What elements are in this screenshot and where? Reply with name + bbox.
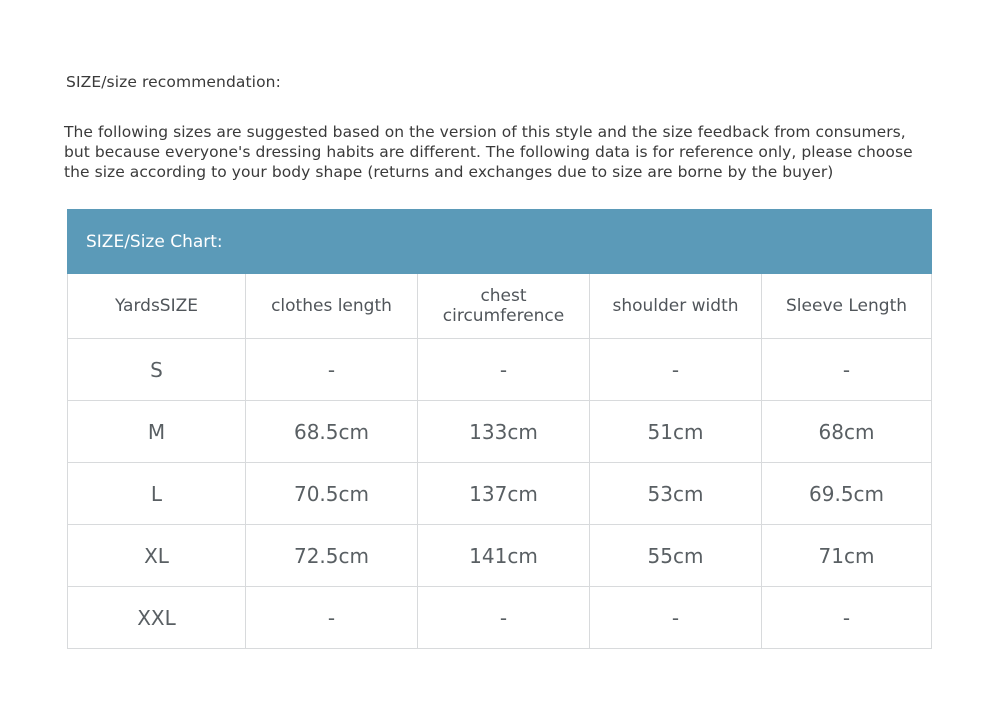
cell-sleeve-length: 71cm: [762, 525, 932, 587]
cell-sleeve-length: 69.5cm: [762, 463, 932, 525]
cell-shoulder-width: 53cm: [590, 463, 762, 525]
table-header-row: [68, 274, 932, 339]
table-row: [68, 339, 932, 401]
cell-sleeve-length: -: [762, 587, 932, 649]
cell-size: S: [68, 339, 246, 401]
size-table: [67, 209, 932, 649]
cell-chest-circumference: 141cm: [418, 525, 590, 587]
table-row: [68, 587, 932, 649]
cell-size: XXL: [68, 587, 246, 649]
column-header-yards-size: YardsSIZE: [68, 274, 246, 339]
cell-sleeve-length: -: [762, 339, 932, 401]
cell-size: XL: [68, 525, 246, 587]
cell-clothes-length: 72.5cm: [246, 525, 418, 587]
cell-size: L: [68, 463, 246, 525]
cell-sleeve-length: 68cm: [762, 401, 932, 463]
column-header-shoulder-width: shoulder width: [590, 274, 762, 339]
cell-chest-circumference: 133cm: [418, 401, 590, 463]
intro-paragraph: [64, 122, 936, 182]
cell-chest-circumference: -: [418, 339, 590, 401]
cell-shoulder-width: 51cm: [590, 401, 762, 463]
cell-shoulder-width: -: [590, 587, 762, 649]
page-title: SIZE/size recommendation:: [66, 73, 281, 91]
table-row: [68, 525, 932, 587]
column-header-sleeve-length: Sleeve Length: [762, 274, 932, 339]
cell-shoulder-width: -: [590, 339, 762, 401]
cell-chest-circumference: 137cm: [418, 463, 590, 525]
cell-chest-circumference: -: [418, 587, 590, 649]
intro-text: The following sizes are suggested based on the version of this style and the size feedback from consumers, but because everyone's dressing habits are different. The following data is for reference only, please choose the size according to your body shape (returns and exchanges due to size are borne by the buyer): [64, 123, 913, 181]
cell-clothes-length: 70.5cm: [246, 463, 418, 525]
cell-clothes-length: 68.5cm: [246, 401, 418, 463]
size-table-container: [67, 209, 931, 649]
cell-size: M: [68, 401, 246, 463]
column-header-chest-circumference: chest circumference: [418, 274, 590, 339]
table-title-row: [68, 210, 932, 274]
table-row: [68, 463, 932, 525]
size-chart-title: SIZE/Size Chart:: [68, 210, 932, 274]
table-row: [68, 401, 932, 463]
cell-shoulder-width: 55cm: [590, 525, 762, 587]
column-header-clothes-length: clothes length: [246, 274, 418, 339]
cell-clothes-length: -: [246, 587, 418, 649]
cell-clothes-length: -: [246, 339, 418, 401]
